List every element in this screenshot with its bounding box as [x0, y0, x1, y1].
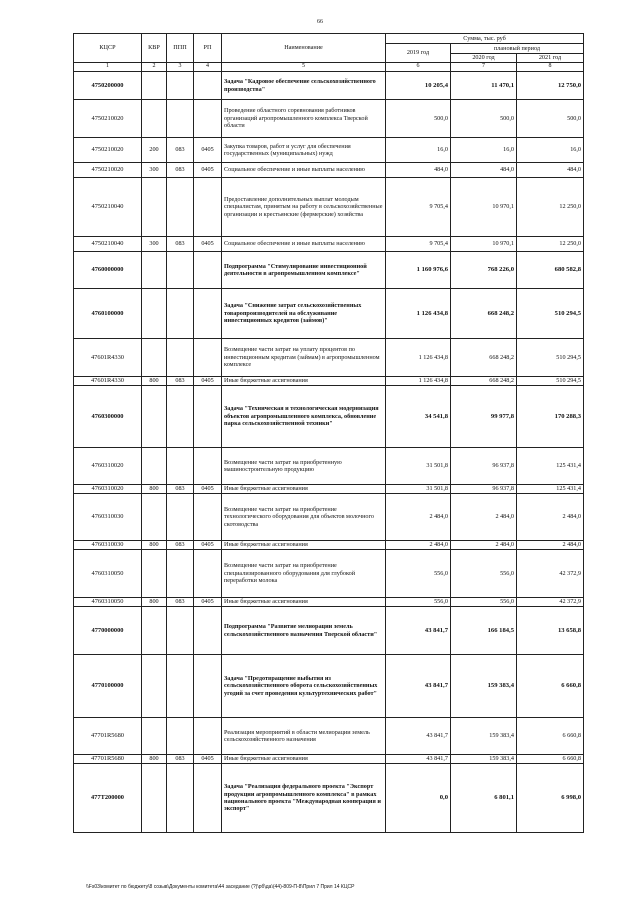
footer-file-path: \\Fs03\комитет по бюджету\8 созыв\Документы комитета\44 заседание (?)\рб\да\(44)-809-П-8\Прил 7 Прил 14 КЦСР — [86, 884, 355, 890]
ppp-cell: 083 — [167, 755, 194, 764]
kcsr-cell: 4750200000 — [74, 72, 142, 100]
value-2021-cell: 42 372,9 — [517, 598, 584, 607]
kvr-cell — [142, 448, 167, 485]
budget-table — [73, 33, 584, 833]
value-2020-cell: 96 937,8 — [451, 448, 517, 485]
kcsr-cell: 4760310030 — [74, 541, 142, 550]
value-2021-cell: 6 998,0 — [517, 764, 584, 833]
kcsr-cell: 47601R4330 — [74, 377, 142, 386]
value-2020-cell: 556,0 — [451, 550, 517, 598]
column-number: 8 — [517, 63, 584, 72]
value-2019-cell: 43 841,7 — [386, 655, 451, 718]
value-2021-cell: 12 750,0 — [517, 72, 584, 100]
value-2021-cell: 510 294,5 — [517, 289, 584, 339]
table-row — [74, 289, 584, 339]
kcsr-cell: 4760310050 — [74, 598, 142, 607]
kvr-cell: 800 — [142, 485, 167, 494]
rp-cell — [194, 339, 222, 377]
table-row — [74, 764, 584, 833]
value-2020-cell: 166 184,5 — [451, 607, 517, 655]
column-number: 2 — [142, 63, 167, 72]
kvr-cell — [142, 607, 167, 655]
table-row — [74, 138, 584, 163]
name-cell: Задача "Снижение затрат сельскохозяйственных товаропроизводителей на обслуживание инвестиционных кредитов (займов)" — [222, 289, 386, 339]
value-2020-cell: 500,0 — [451, 100, 517, 138]
ppp-cell — [167, 494, 194, 541]
kcsr-cell: 4760310020 — [74, 448, 142, 485]
value-2019-cell: 1 126 434,8 — [386, 339, 451, 377]
value-2019-cell: 0,0 — [386, 764, 451, 833]
table-row — [74, 386, 584, 448]
rp-cell: 0405 — [194, 485, 222, 494]
name-cell: Задача "Техническая и технологическая модернизация объектов агропромышленного комплекса, обновление парка сельскохозяйственной техники" — [222, 386, 386, 448]
value-2021-cell: 170 288,3 — [517, 386, 584, 448]
name-cell: Закупка товаров, работ и услуг для обеспечения государственных (муниципальных) нужд — [222, 138, 386, 163]
value-2021-cell: 484,0 — [517, 163, 584, 178]
kcsr-cell: 4760300000 — [74, 386, 142, 448]
ppp-cell — [167, 178, 194, 237]
value-2019-cell: 9 705,4 — [386, 178, 451, 237]
value-2019-cell: 1 160 976,6 — [386, 252, 451, 289]
kcsr-cell: 4770100000 — [74, 655, 142, 718]
value-2019-cell: 31 501,8 — [386, 485, 451, 494]
ppp-cell: 083 — [167, 541, 194, 550]
value-2021-cell: 42 372,9 — [517, 550, 584, 598]
header-2021: 2021 год — [517, 54, 584, 63]
kvr-cell: 800 — [142, 541, 167, 550]
column-number: 5 — [222, 63, 386, 72]
value-2021-cell: 6 660,8 — [517, 655, 584, 718]
kcsr-cell: 4750210040 — [74, 178, 142, 237]
kvr-cell — [142, 100, 167, 138]
kvr-cell — [142, 386, 167, 448]
kvr-cell: 300 — [142, 237, 167, 252]
kvr-cell: 200 — [142, 138, 167, 163]
ppp-cell — [167, 100, 194, 138]
table-row — [74, 237, 584, 252]
kvr-cell — [142, 718, 167, 755]
table-row — [74, 178, 584, 237]
value-2020-cell: 159 383,4 — [451, 718, 517, 755]
ppp-cell — [167, 448, 194, 485]
ppp-cell — [167, 339, 194, 377]
value-2021-cell: 510 294,5 — [517, 339, 584, 377]
rp-cell — [194, 386, 222, 448]
value-2019-cell: 2 484,0 — [386, 494, 451, 541]
name-cell: Задача "Предотвращение выбытия из сельскохозяйственного оборота сельскохозяйственных угодий за счет проведения культуртехнических работ" — [222, 655, 386, 718]
kcsr-cell: 47601R4330 — [74, 339, 142, 377]
rp-cell — [194, 448, 222, 485]
rp-cell: 0405 — [194, 755, 222, 764]
kvr-cell — [142, 252, 167, 289]
value-2020-cell: 159 383,4 — [451, 655, 517, 718]
value-2021-cell: 680 582,8 — [517, 252, 584, 289]
ppp-cell — [167, 550, 194, 598]
value-2019-cell: 556,0 — [386, 550, 451, 598]
table-row — [74, 485, 584, 494]
name-cell: Социальное обеспечение и иные выплаты населению — [222, 237, 386, 252]
value-2019-cell: 500,0 — [386, 100, 451, 138]
table-row — [74, 541, 584, 550]
ppp-cell: 083 — [167, 138, 194, 163]
name-cell: Возмещение части затрат на уплату процентов по инвестиционным кредитам (займам) в агропромышленном комплексе — [222, 339, 386, 377]
rp-cell: 0405 — [194, 377, 222, 386]
ppp-cell — [167, 289, 194, 339]
value-2020-cell: 10 970,1 — [451, 178, 517, 237]
column-number: 4 — [194, 63, 222, 72]
rp-cell — [194, 494, 222, 541]
name-cell: Проведение областного соревнования работников организаций агропромышленного комплекса Тверской области — [222, 100, 386, 138]
value-2020-cell: 768 226,0 — [451, 252, 517, 289]
name-cell: Иные бюджетные ассигнования — [222, 598, 386, 607]
kvr-cell: 300 — [142, 163, 167, 178]
header-kvr: КВР — [142, 34, 167, 63]
value-2020-cell: 484,0 — [451, 163, 517, 178]
name-cell: Иные бюджетные ассигнования — [222, 377, 386, 386]
value-2020-cell: 668 248,2 — [451, 377, 517, 386]
value-2020-cell: 2 484,0 — [451, 541, 517, 550]
kcsr-cell: 477T200000 — [74, 764, 142, 833]
kvr-cell: 800 — [142, 598, 167, 607]
name-cell: Задача "Кадровое обеспечение сельскохозяйственного производства" — [222, 72, 386, 100]
header-ppp: ППП — [167, 34, 194, 63]
kcsr-cell: 4760100000 — [74, 289, 142, 339]
ppp-cell — [167, 607, 194, 655]
rp-cell — [194, 252, 222, 289]
rp-cell — [194, 550, 222, 598]
ppp-cell: 083 — [167, 237, 194, 252]
rp-cell — [194, 289, 222, 339]
rp-cell — [194, 178, 222, 237]
value-2020-cell: 11 470,1 — [451, 72, 517, 100]
name-cell: Задача "Реализация федерального проекта "Экспорт продукции агропромышленного комплекса" в рамках национального проекта "Международная кооперация и экспорт" — [222, 764, 386, 833]
rp-cell: 0405 — [194, 598, 222, 607]
rp-cell: 0405 — [194, 163, 222, 178]
kvr-cell: 800 — [142, 755, 167, 764]
kcsr-cell: 4750210020 — [74, 138, 142, 163]
table-row — [74, 550, 584, 598]
value-2019-cell: 9 705,4 — [386, 237, 451, 252]
kvr-cell — [142, 764, 167, 833]
value-2020-cell: 556,0 — [451, 598, 517, 607]
value-2019-cell: 1 126 434,8 — [386, 377, 451, 386]
name-cell: Возмещение части затрат на приобретение специализированного оборудования для глубокой переработки молока — [222, 550, 386, 598]
value-2020-cell: 10 970,1 — [451, 237, 517, 252]
ppp-cell: 083 — [167, 377, 194, 386]
name-cell: Подпрограмма "Развитие мелиорации земель сельскохозяйственного назначения Тверской области" — [222, 607, 386, 655]
header-2020: 2020 год — [451, 54, 517, 63]
kvr-cell — [142, 178, 167, 237]
ppp-cell — [167, 718, 194, 755]
column-number: 6 — [386, 63, 451, 72]
value-2021-cell: 510 294,5 — [517, 377, 584, 386]
value-2021-cell: 2 484,0 — [517, 494, 584, 541]
value-2021-cell: 2 484,0 — [517, 541, 584, 550]
kcsr-cell: 4750210040 — [74, 237, 142, 252]
value-2019-cell: 31 501,8 — [386, 448, 451, 485]
ppp-cell — [167, 764, 194, 833]
value-2020-cell: 99 977,8 — [451, 386, 517, 448]
ppp-cell — [167, 72, 194, 100]
kvr-cell — [142, 550, 167, 598]
table-row — [74, 607, 584, 655]
ppp-cell: 083 — [167, 598, 194, 607]
name-cell: Иные бюджетные ассигнования — [222, 541, 386, 550]
rp-cell — [194, 100, 222, 138]
value-2021-cell: 13 658,8 — [517, 607, 584, 655]
column-number-row — [74, 63, 584, 72]
value-2019-cell: 16,0 — [386, 138, 451, 163]
value-2020-cell: 96 937,8 — [451, 485, 517, 494]
kvr-cell — [142, 289, 167, 339]
value-2019-cell: 10 205,4 — [386, 72, 451, 100]
table-body — [74, 72, 584, 833]
table-row — [74, 755, 584, 764]
value-2019-cell: 556,0 — [386, 598, 451, 607]
rp-cell: 0405 — [194, 237, 222, 252]
page-number: 66 — [317, 19, 323, 25]
name-cell: Реализация мероприятий в области мелиорации земель сельскохозяйственного назначения — [222, 718, 386, 755]
header-2019: 2019 год — [386, 44, 451, 63]
rp-cell — [194, 764, 222, 833]
value-2019-cell: 484,0 — [386, 163, 451, 178]
name-cell: Возмещение части затрат на приобретение технологического оборудования для объектов молочного скотоводства — [222, 494, 386, 541]
value-2021-cell: 500,0 — [517, 100, 584, 138]
header-planned: плановый период — [451, 44, 584, 54]
rp-cell: 0405 — [194, 541, 222, 550]
value-2021-cell: 12 250,0 — [517, 237, 584, 252]
column-number: 1 — [74, 63, 142, 72]
rp-cell — [194, 607, 222, 655]
name-cell: Иные бюджетные ассигнования — [222, 485, 386, 494]
rp-cell: 0405 — [194, 138, 222, 163]
table-row — [74, 598, 584, 607]
kvr-cell — [142, 494, 167, 541]
table-row — [74, 252, 584, 289]
table-row — [74, 163, 584, 178]
value-2019-cell: 2 484,0 — [386, 541, 451, 550]
table-row — [74, 100, 584, 138]
ppp-cell: 083 — [167, 163, 194, 178]
kcsr-cell: 4750210020 — [74, 163, 142, 178]
value-2019-cell: 34 541,8 — [386, 386, 451, 448]
table-row — [74, 339, 584, 377]
ppp-cell: 083 — [167, 485, 194, 494]
table-row — [74, 377, 584, 386]
value-2019-cell: 43 841,7 — [386, 755, 451, 764]
value-2020-cell: 6 801,1 — [451, 764, 517, 833]
value-2019-cell: 43 841,7 — [386, 718, 451, 755]
kcsr-cell: 47701R5680 — [74, 755, 142, 764]
table-row — [74, 448, 584, 485]
value-2021-cell: 6 660,8 — [517, 755, 584, 764]
value-2020-cell: 668 248,2 — [451, 339, 517, 377]
header-sum: Сумма, тыс. руб — [386, 34, 584, 44]
kvr-cell — [142, 72, 167, 100]
value-2021-cell: 16,0 — [517, 138, 584, 163]
name-cell: Предоставление дополнительных выплат молодым специалистам, принятым на работу в сельскохозяйственные организации и крестьянские (фермерские) хозяйства — [222, 178, 386, 237]
table-row — [74, 655, 584, 718]
kcsr-cell: 4760310030 — [74, 494, 142, 541]
name-cell: Возмещение части затрат на приобретенную машиностроительную продукцию — [222, 448, 386, 485]
value-2021-cell: 6 660,8 — [517, 718, 584, 755]
kvr-cell — [142, 339, 167, 377]
value-2021-cell: 12 250,0 — [517, 178, 584, 237]
table-row — [74, 494, 584, 541]
kcsr-cell: 4750210020 — [74, 100, 142, 138]
header-kcsr: КЦСР — [74, 34, 142, 63]
column-number: 7 — [451, 63, 517, 72]
ppp-cell — [167, 386, 194, 448]
value-2021-cell: 125 431,4 — [517, 485, 584, 494]
rp-cell — [194, 718, 222, 755]
kcsr-cell: 4760310050 — [74, 550, 142, 598]
value-2020-cell: 2 484,0 — [451, 494, 517, 541]
kcsr-cell: 4760310020 — [74, 485, 142, 494]
name-cell: Подпрограмма "Стимулирование инвестиционной деятельности в агропромышленном комплексе" — [222, 252, 386, 289]
value-2020-cell: 668 248,2 — [451, 289, 517, 339]
kcsr-cell: 47701R5680 — [74, 718, 142, 755]
column-number: 3 — [167, 63, 194, 72]
header-name: Наименование — [222, 34, 386, 63]
name-cell: Иные бюджетные ассигнования — [222, 755, 386, 764]
kvr-cell — [142, 655, 167, 718]
table-row — [74, 72, 584, 100]
value-2020-cell: 16,0 — [451, 138, 517, 163]
kvr-cell: 800 — [142, 377, 167, 386]
ppp-cell — [167, 252, 194, 289]
value-2019-cell: 1 126 434,8 — [386, 289, 451, 339]
header-rp: РП — [194, 34, 222, 63]
rp-cell — [194, 655, 222, 718]
value-2021-cell: 125 431,4 — [517, 448, 584, 485]
kcsr-cell: 4760000000 — [74, 252, 142, 289]
value-2019-cell: 43 841,7 — [386, 607, 451, 655]
ppp-cell — [167, 655, 194, 718]
name-cell: Социальное обеспечение и иные выплаты населению — [222, 163, 386, 178]
value-2020-cell: 159 383,4 — [451, 755, 517, 764]
rp-cell — [194, 72, 222, 100]
kcsr-cell: 4770000000 — [74, 607, 142, 655]
table-row — [74, 718, 584, 755]
